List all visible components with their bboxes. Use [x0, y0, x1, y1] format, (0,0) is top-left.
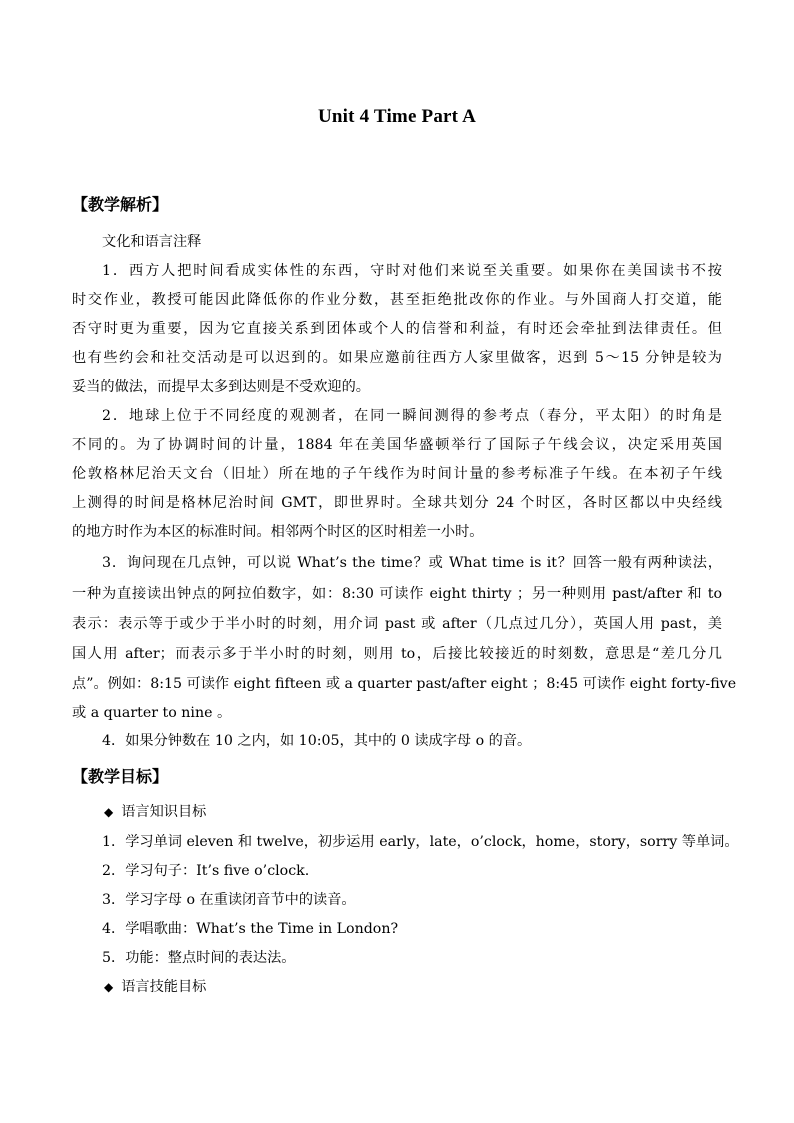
- bullet-label: 语言知识目标: [121, 804, 207, 820]
- subsection-culture-language-notes: 文化和语言注释: [102, 234, 202, 250]
- section-heading-teaching-analysis: 【教学解析】: [72, 195, 169, 214]
- para3-line: 国人用 after；而表示多于半小时的时刻，则用 to，后接比较接近的时刻数，意思是“差几分几: [72, 646, 722, 662]
- goal-item: 1．学习单词 eleven 和 twelve，初步运用 early，late，o’clock，home，story，sorry 等单词。: [102, 834, 739, 850]
- bullet-label: 语言技能目标: [121, 979, 207, 995]
- bullet-language-knowledge-goals: [104, 802, 206, 822]
- para2-line: 伦敦格林尼治天文台（旧址）所在地的子午线作为时间计量的参考标准子午线。在本初子午线: [72, 466, 722, 482]
- goal-item: 4．学唱歌曲：What’s the Time in London?: [102, 921, 399, 937]
- goal-item: 3．学习字母 o 在重读闭音节中的读音。: [102, 892, 356, 908]
- para1-line: 时交作业，教授可能因此降低你的作业分数，甚至拒绝批改你的作业。与外国商人打交道，能: [72, 292, 722, 308]
- para3-line: 或 a quarter to nine 。: [72, 705, 232, 721]
- para3-line: 3．询问现在几点钟，可以说 What’s the time？或 What time is it？回答一般有两种读法，: [102, 555, 722, 571]
- section-heading-teaching-goals: 【教学目标】: [72, 767, 169, 786]
- document-title: Unit 4 Time Part A: [317, 106, 477, 127]
- para1-line: 也有些约会和社交活动是可以迟到的。如果应邀前往西方人家里做客，迟到 5～15 分钟是较为: [72, 350, 722, 366]
- para2-line: 的地方时作为本区的标准时间。相邻两个时区的区时相差一小时。: [72, 524, 484, 540]
- goal-item: 5．功能：整点时间的表达法。: [102, 950, 296, 966]
- bullet-language-skill-goals: [104, 977, 206, 997]
- para1-line: 1．西方人把时间看成实体性的东西，守时对他们来说至关重要。如果你在美国读书不按: [102, 263, 722, 279]
- para4-line: 4．如果分钟数在 10 之内，如 10:05，其中的 0 读成字母 o 的音。: [102, 733, 532, 749]
- diamond-bullet-icon: ◆: [104, 805, 114, 819]
- para3-line: 表示：表示等于或少于半小时的时刻，用介词 past 或 after（几点过几分），英国人用 past，美: [72, 616, 722, 632]
- para2-line: 不同的。为了协调时间的计量，1884 年在美国华盛顿举行了国际子午线会议，决定采用英国: [72, 437, 722, 453]
- para1-line: 妥当的做法，而提早太多到达则是不受欢迎的。: [72, 379, 370, 395]
- para1-line: 否守时更为重要，因为它直接关系到团体或个人的信誉和利益，有时还会牵扯到法律责任。但: [72, 321, 722, 337]
- para2-line: 2．地球上位于不同经度的观测者，在同一瞬间测得的参考点（春分，平太阳）的时角是: [102, 408, 722, 424]
- para3-line: 一种为直接读出钟点的阿拉伯数字，如：8:30 可读作 eight thirty ；另一种则用 past/after 和 to: [72, 586, 722, 602]
- para3-line: 点”。例如：8:15 可读作 eight fifteen 或 a quarter past/after eight ；8:45 可读作 eight forty-five: [72, 676, 737, 692]
- diamond-bullet-icon: ◆: [104, 980, 114, 994]
- para2-line: 上测得的时间是格林尼治时间 GMT，即世界时。全球共划分 24 个时区，各时区都以中央经线: [72, 495, 722, 511]
- goal-item: 2．学习句子：It’s five o’clock.: [102, 863, 310, 879]
